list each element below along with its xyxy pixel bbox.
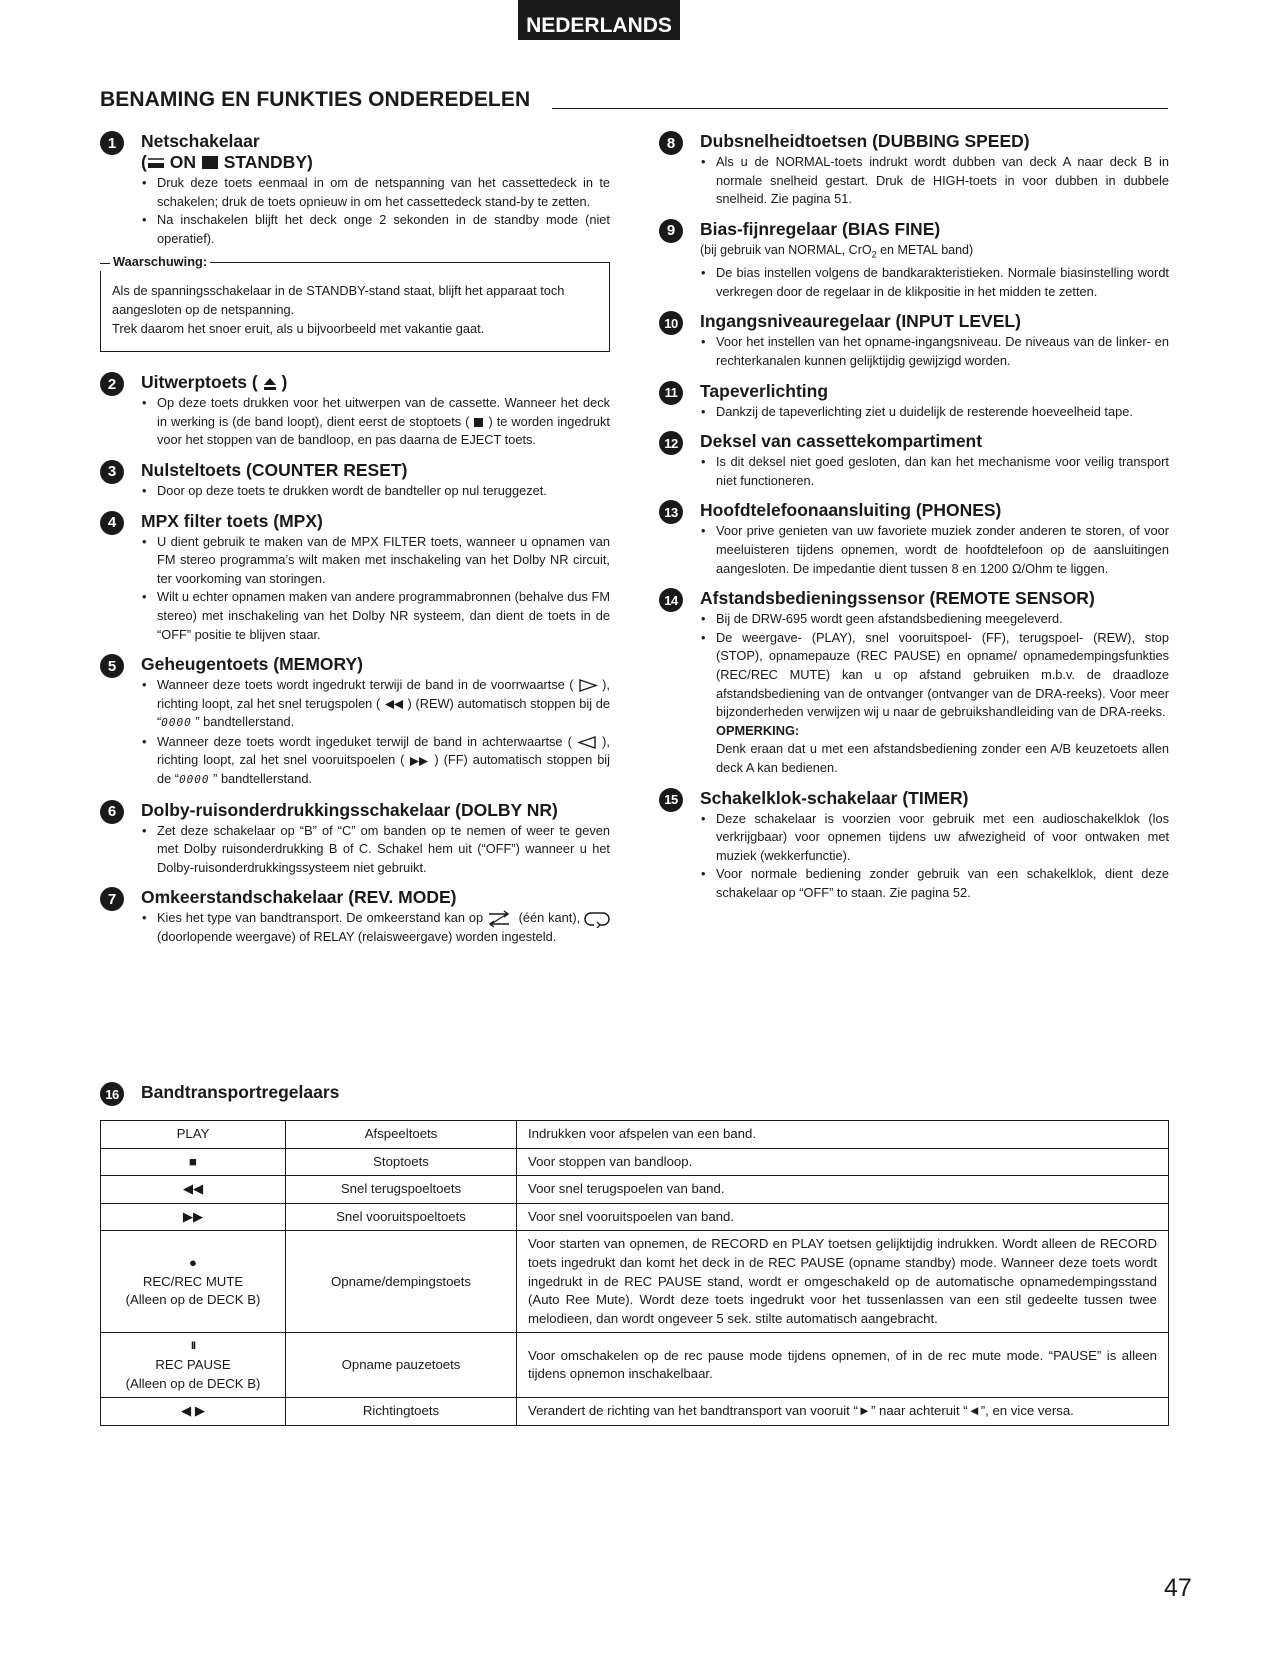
item-number-badge: 2 xyxy=(100,372,124,396)
item-number-badge: 5 xyxy=(100,654,124,678)
item-number-badge: 4 xyxy=(100,511,124,535)
warning-label: Waarschuwing: xyxy=(100,253,210,271)
table-cell-desc: Indrukken voor afspelen van een band. xyxy=(517,1121,1169,1149)
table-row xyxy=(101,1176,1169,1204)
section-dubbing-speed xyxy=(659,131,1169,209)
table-row xyxy=(101,1121,1169,1149)
counter-display: 0000 xyxy=(179,773,210,787)
table-cell-desc: Voor stoppen van bandloop. xyxy=(517,1148,1169,1176)
list-item: • Kies het type van bandtransport. De omkeerstand kan op (één kant), (doorlopende weergave) of RELAY (relaisweergave) worden ingesteld. xyxy=(157,909,610,946)
section-power-switch xyxy=(100,131,610,248)
list-item: • Voor het instellen van het opname-ingangsniveau. De niveaus van de linker- en rechterkanalen kunnen gelijktijdig gewijzigd worden. xyxy=(716,333,1169,370)
right-column xyxy=(659,131,1169,913)
power-standby-icon xyxy=(201,155,219,171)
list-item: • Op deze toets drukken voor het uitwerpen van de cassette. Wanneer het deck in werking is (de band loopt), dient eerst de stoptoets ( ) te worden ingedrukt voor het stoppen van de bandloop, en pas daarna de EJECT toets. xyxy=(157,394,610,450)
section-subtitle: (bij gebruik van NORMAL, CrO$_2$ en METAL band) xyxy=(700,242,974,260)
item-number-badge: 9 xyxy=(659,219,683,243)
list-item: • Deze schakelaar is voorzien voor gebruik met een audioschakelklok (los verkrijgbaar) voor opnemen tijdens uw afwezigheid of voor ontwaken met muziek (wekkerfunctie). xyxy=(716,810,1169,866)
section-remote-sensor xyxy=(659,588,1169,777)
section-memory xyxy=(100,654,610,790)
page-title: BENAMING EN FUNKTIES ONDEREDELEN xyxy=(100,88,531,111)
list-item: • Is dit deksel niet goed gesloten, dan kan het mechanisme voor veilig transport niet functioneren. xyxy=(716,453,1169,490)
list-item: • Door op deze toets te drukken wordt de bandteller op nul teruggezet. xyxy=(157,482,610,501)
section-heading: 2 Uitwerptoets ( ) xyxy=(100,372,610,393)
list-item: • Wanneer deze toets wordt ingedrukt terwiji de band in de voorrwaartse ( ), richting loopt, zal het snel terugspolen ( ) (REW) automatisch stoppen bij de “0000 ” bandtellerstand. xyxy=(157,676,610,733)
list-item: • Na inschakelen blijft het deck onge 2 sekonden in de standby mode (niet operatief). xyxy=(157,211,610,248)
list-item: • De weergave- (PLAY), snel vooruitspoel- (FF), terugspoel- (REW), stop (STOP), opnamepauze (REC PAUSE) en opname/ opnamedempingsfunkties (REC/REC MUTE) kan u op afstand gebruiken m.b.v. de draadloze afstandsbediening van de ontvanger (ontvanger van de DRA-reeks). Voor meer bijzonderheden verwijzen wij u naar de gebruikshandleiding van de DRA-reeks. xyxy=(716,629,1169,722)
table-row xyxy=(101,1203,1169,1231)
list-item: • Als u de NORMAL-toets indrukt wordt dubben van deck A naar deck B in normale snelheid gestart. Druk de HIGH-toets in voor dubben in dubbele snelheid. Zie pagina 51. xyxy=(716,153,1169,209)
list-item: • Druk deze toets eenmaal in om de netspanning van het cassettedeck in te schakelen; druk de toets opnieuw in om het cassettedeck stand-by te zetten. xyxy=(157,174,610,211)
table-cell-name: Snel vooruitspoeltoets xyxy=(286,1203,517,1231)
left-column xyxy=(100,131,610,957)
table-row xyxy=(101,1148,1169,1176)
section-cassette-lid xyxy=(659,431,1169,490)
table-cell-name: Opname pauzetoets xyxy=(286,1333,517,1398)
table-cell-key: ◀ ▶ xyxy=(101,1398,286,1426)
table-cell-key: ● REC/REC MUTE (Alleen op de DECK B) xyxy=(101,1231,286,1333)
section-heading: 4 MPX filter toets (MPX) xyxy=(100,511,610,532)
section-rev-mode xyxy=(100,887,610,946)
warning-box xyxy=(100,254,610,352)
table-cell-desc: Voor omschakelen op de rec pause mode tijdens opnemen, of in de rec mute mode. “PAUSE” is alleen tijdens opnemon inschakelbaar. xyxy=(517,1333,1169,1398)
section-heading xyxy=(100,131,610,173)
section-transport-controls xyxy=(100,1082,339,1103)
list-item: • Zet deze schakelaar op “B” of “C” om banden op te nemen of weer te geven met Dolby ruisonderdrukking B of C. Schakel hem uit (“OFF”) wanneer u het Dolby-ruisonderdrukkingssysteem niet gebruikt. xyxy=(157,822,610,878)
table-cell-key: ◀◀ xyxy=(101,1176,286,1204)
section-heading: 6 Dolby-ruisonderdrukkingsschakelaar (DOLBY NR) xyxy=(100,800,610,821)
pause-icon: II xyxy=(190,1340,196,1353)
eject-icon xyxy=(263,377,277,391)
section-heading: 10 Ingangsniveauregelaar (INPUT LEVEL) xyxy=(659,311,1169,332)
section-dolby-nr xyxy=(100,800,610,878)
title-rule xyxy=(552,108,1168,109)
list-item: • Wilt u echter opnamen maken van andere programmabronnen (behalve dus FM stereo) met inschakeling van het Dolby NR systeem, dan dient de toets in de “OFF” positie te blijven staar. xyxy=(157,588,610,644)
rewind-icon xyxy=(384,699,404,710)
section-heading: 14 Afstandsbedieningssensor (REMOTE SENSOR) xyxy=(659,588,1169,609)
section-heading: 15 Schakelklok-schakelaar (TIMER) xyxy=(659,788,1169,809)
record-icon: ● xyxy=(189,1254,197,1270)
item-number-badge: 16 xyxy=(100,1082,124,1106)
table-row xyxy=(101,1231,1169,1333)
section-heading: 5 Geheugentoets (MEMORY) xyxy=(100,654,610,675)
power-on-icon xyxy=(147,156,165,170)
counter-display: 0000 xyxy=(161,716,192,730)
section-heading: 9 Bias-fijnregelaar (BIAS FINE) xyxy=(659,219,1169,240)
table-cell-key: II REC PAUSE (Alleen op de DECK B) xyxy=(101,1333,286,1398)
section-heading: 12 Deksel van cassettekompartiment xyxy=(659,431,1169,452)
section-heading: 16 Bandtransportregelaars xyxy=(100,1082,339,1103)
item-number-badge: 12 xyxy=(659,431,683,455)
list-item: • Voor prive genieten van uw favoriete muziek zonder anderen te storen, of voor meeluisteren tijdens opnemen, wordt de hoofdtelefoon op de aansluitingen aangesloten. De impedantie dient tussen 8 en 1200 Ω/Ohm te liggen. xyxy=(716,522,1169,578)
table-cell-name: Stoptoets xyxy=(286,1148,517,1176)
section-bias-fine xyxy=(659,219,1169,302)
table-cell-name: Snel terugspoeltoets xyxy=(286,1176,517,1204)
item-number-badge: 7 xyxy=(100,887,124,911)
list-item: • Bij de DRW-695 wordt geen afstandsbediening meegeleverd. xyxy=(716,610,1169,629)
section-phones xyxy=(659,500,1169,578)
section-heading: 13 Hoofdtelefoonaansluiting (PHONES) xyxy=(659,500,1169,521)
table-cell-key: PLAY xyxy=(101,1121,286,1149)
section-heading: 3 Nulsteltoets (COUNTER RESET) xyxy=(100,460,610,481)
note-label: OPMERKING: xyxy=(716,722,800,738)
table-cell-desc: Voor snel terugspoelen van band. xyxy=(517,1176,1169,1204)
item-number-badge: 10 xyxy=(659,311,683,335)
item-number-badge: 1 xyxy=(100,131,124,155)
page-number: 47 xyxy=(1164,1574,1192,1602)
section-tape-light xyxy=(659,381,1169,422)
section-title: Netschakelaar xyxy=(141,131,260,151)
one-side-reverse-icon xyxy=(487,910,511,928)
section-heading: 7 Omkeerstandschakelaar (REV. MODE) xyxy=(100,887,610,908)
reverse-direction-icon xyxy=(577,736,597,749)
transport-controls-table xyxy=(100,1120,1169,1426)
forward-direction-icon xyxy=(578,679,598,692)
item-number-badge: 3 xyxy=(100,460,124,484)
table-cell-name: Richtingtoets xyxy=(286,1398,517,1426)
section-title-2: ( ON STANDBY) xyxy=(141,152,313,172)
item-number-badge: 8 xyxy=(659,131,683,155)
item-number-badge: 6 xyxy=(100,800,124,824)
section-heading: 11 Tapeverlichting xyxy=(659,381,1169,402)
item-number-badge: 15 xyxy=(659,788,683,812)
section-eject xyxy=(100,372,610,450)
section-input-level xyxy=(659,311,1169,370)
table-cell-desc: Voor starten van opnemen, de RECORD en PLAY toetsen gelijktijdig indrukken. Wordt alleen de RECORD toets ingedrukt dan komt het deck in de REC PAUSE (opname standby) mode. Wanneer deze toets wordt ingedrukt in de REC PAUSE stand, wordt er omgeschakeld op de automatische opnamedempingsstand (Auto Ree Mute). Wordt deze toets ingedrukt voor het tussenlassen van een stil gedeelte tussen twee melodieen, dan wordt ongeveer 5 sek. stilte automatisch aangebracht. xyxy=(517,1231,1169,1333)
list-item: • De bias instellen volgens de bandkarakteristieken. Normale biasinstelling wordt verkregen door de regelaar in de klikpositie in het midden te zetten. xyxy=(716,264,1169,301)
language-tab: NEDERLANDS xyxy=(518,0,680,40)
section-counter-reset xyxy=(100,460,610,501)
list-item: • Dankzij de tapeverlichting ziet u duidelijk de resterende hoeveelheid tape. xyxy=(716,403,1169,422)
item-number-badge: 13 xyxy=(659,500,683,524)
list-item: • Voor normale bediening zonder gebruik van een schakelklok, dient deze schakelaar op “OFF” to staan. Zie pagina 52. xyxy=(716,865,1169,902)
fast-forward-icon xyxy=(409,756,429,767)
list-item: • Wanneer deze toets wordt ingeduket terwijl de band in achterwaartse ( ), richting loopt, zal het snel vooruitspoelen ( ) (FF) automatisch stoppen bij de “0000 ” bandtellerstand. xyxy=(157,733,610,790)
stop-icon xyxy=(473,417,484,428)
table-cell-key: ■ xyxy=(101,1148,286,1176)
note-text: Denk eraan dat u met een afstandsbediening zonder een A/B keuzetoets allen deck A kan bedienen. xyxy=(716,741,1169,775)
table-cell-key: ▶▶ xyxy=(101,1203,286,1231)
table-cell-name: Opname/dempingstoets xyxy=(286,1231,517,1333)
item-number-badge: 11 xyxy=(659,381,683,405)
table-cell-desc: Voor snel vooruitspoelen van band. xyxy=(517,1203,1169,1231)
table-cell-name: Afspeeltoets xyxy=(286,1121,517,1149)
list-item: • U dient gebruik te maken van de MPX FILTER toets, wanneer u opnamen van FM stereo programma’s wilt maken met inschakeling van het Dolby NR circuit, ter voorkoming van storingen. xyxy=(157,533,610,589)
table-row xyxy=(101,1398,1169,1426)
warning-text: Trek daarom het snoer eruit, als u bijvoorbeeld met vakantie gaat. xyxy=(112,320,485,336)
continuous-play-icon xyxy=(584,910,610,928)
table-cell-desc: Verandert de richting van het bandtransport van vooruit “►” naar achteruit “◄”, en vice versa. xyxy=(517,1398,1169,1426)
item-number-badge: 14 xyxy=(659,588,683,612)
warning-text: Als de spanningsschakelaar in de STANDBY-stand staat, blijft het apparaat toch aangesloten op de netspanning. xyxy=(112,283,565,317)
table-row xyxy=(101,1333,1169,1398)
section-heading: 8 Dubsnelheidtoetsen (DUBBING SPEED) xyxy=(659,131,1169,152)
section-timer xyxy=(659,788,1169,903)
section-mpx xyxy=(100,511,610,645)
